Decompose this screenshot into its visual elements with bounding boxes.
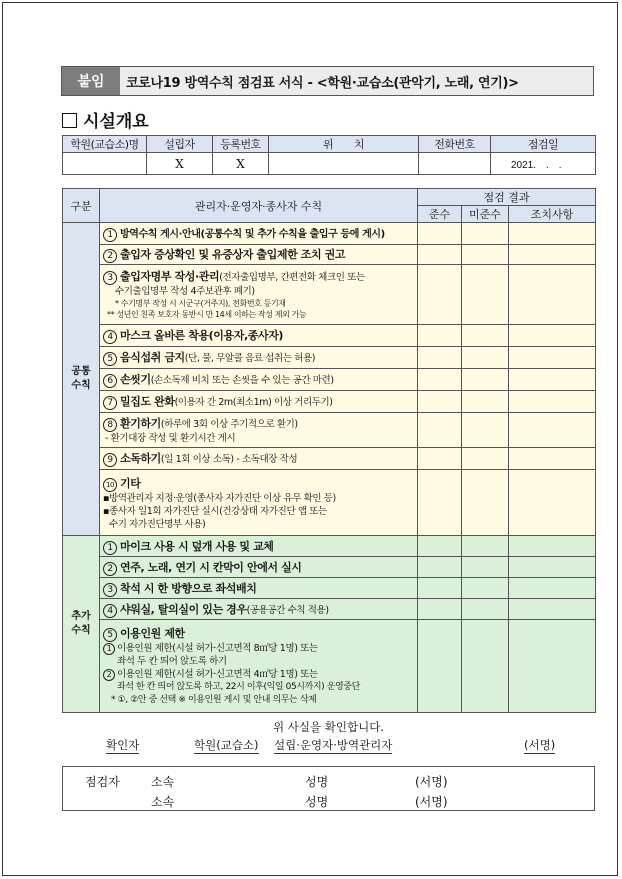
rule-item: 5 이용인원 제한 1 이용인원 제한(시설 허가·신고면적 8㎡당 1명) 또는 좌석 두 칸 띄어 앉도록 하기 2 이용인원 제한(시설 허가·신고면적 4㎡당 1명) 또는 좌석 한 칸 띄어 앉도록 하고, 22시 이후(익일 05시까지) 운영중단 * ①, ②안 중 선택 ※ 이용인원 게시 및 안내 의무는 삭제 bbox=[100, 620, 418, 713]
header-result: 점검 결과 bbox=[418, 189, 596, 206]
action-cell[interactable] bbox=[509, 470, 596, 536]
action-cell[interactable] bbox=[509, 347, 596, 369]
inspector-affiliation[interactable]: 소속 bbox=[151, 775, 175, 789]
value-location[interactable] bbox=[269, 153, 419, 175]
value-reg-number[interactable]: X bbox=[213, 153, 269, 175]
inspector-name[interactable]: 성명 bbox=[305, 795, 329, 809]
noncomply-cell[interactable] bbox=[462, 223, 509, 245]
action-cell[interactable] bbox=[509, 245, 596, 265]
rule-item: 8 환기하기(하루에 3회 이상 주기적으로 환기) - 환기대장 작성 및 환기시간 게시 bbox=[100, 413, 418, 448]
section-title: 시설개요 bbox=[62, 107, 149, 132]
category-common: 공통 수칙 bbox=[63, 223, 100, 536]
noncomply-cell[interactable] bbox=[462, 470, 509, 536]
comply-cell[interactable] bbox=[418, 325, 462, 347]
noncomply-cell[interactable] bbox=[462, 448, 509, 470]
value-founder[interactable]: X bbox=[147, 153, 213, 175]
comply-cell[interactable] bbox=[418, 470, 462, 536]
rule-item: 9 소독하기(일 1회 이상 소독) - 소독대장 작성 bbox=[100, 448, 418, 470]
confirm-statement: 위 사실을 확인합니다. bbox=[273, 720, 384, 734]
rule-item: 10 기타 ▪방역관리자 지정·운영(종사자 자가진단 이상 유무 확인 등) ▪종사자 일1회 자가진단 실시(건강상태 자가진단 앱 또는 수기 자가진단명부 사용) bbox=[100, 470, 418, 536]
rule-item: 3 착석 시 한 방향으로 좌석배치 bbox=[100, 578, 418, 599]
comply-cell[interactable] bbox=[418, 223, 462, 245]
comply-cell[interactable] bbox=[418, 347, 462, 369]
action-cell[interactable] bbox=[509, 620, 596, 713]
inspector-signature[interactable]: (서명) bbox=[415, 795, 448, 809]
noncomply-cell[interactable] bbox=[462, 265, 509, 325]
noncomply-cell[interactable] bbox=[462, 391, 509, 413]
header-inspection-date: 점검일 bbox=[491, 136, 596, 153]
comply-cell[interactable] bbox=[418, 578, 462, 599]
comply-cell[interactable] bbox=[418, 536, 462, 557]
noncomply-cell[interactable] bbox=[462, 413, 509, 448]
noncomply-cell[interactable] bbox=[462, 325, 509, 347]
rule-item: 6 손씻기(손소독제 비치 또는 손씻을 수 있는 공간 마련) bbox=[100, 369, 418, 391]
document-title: 코로나19 방역수칙 점검표 서식 - <학원·교습소(관악기, 노래, 연기)> bbox=[126, 75, 519, 91]
rule-item: 4 마스크 올바른 착용(이용자,종사자) bbox=[100, 325, 418, 347]
document-header bbox=[61, 66, 594, 96]
inspector-box bbox=[62, 766, 595, 811]
header-founder: 설립자 bbox=[147, 136, 213, 153]
noncomply-cell[interactable] bbox=[462, 599, 509, 620]
comply-cell[interactable] bbox=[418, 448, 462, 470]
rule-item: 2 연주, 노래, 연기 시 칸막이 안에서 실시 bbox=[100, 557, 418, 578]
action-cell[interactable] bbox=[509, 265, 596, 325]
rule-item: 1 마이크 사용 시 덮개 사용 및 교체 bbox=[100, 536, 418, 557]
noncomply-cell[interactable] bbox=[462, 536, 509, 557]
action-cell[interactable] bbox=[509, 448, 596, 470]
comply-cell[interactable] bbox=[418, 369, 462, 391]
action-cell[interactable] bbox=[509, 536, 596, 557]
action-cell[interactable] bbox=[509, 413, 596, 448]
comply-cell[interactable] bbox=[418, 391, 462, 413]
action-cell[interactable] bbox=[509, 325, 596, 347]
header-academy-name: 학원(교습소)명 bbox=[63, 136, 147, 153]
header-reg-number: 등록번호 bbox=[213, 136, 269, 153]
action-cell[interactable] bbox=[509, 369, 596, 391]
value-inspection-date[interactable]: 2021. . . bbox=[491, 153, 596, 175]
inspector-label: 점검자 bbox=[85, 775, 120, 789]
header-noncomply: 미준수 bbox=[462, 206, 509, 223]
rule-item: 4 샤워실, 탈의실이 있는 경우(공용공간 수칙 적용) bbox=[100, 599, 418, 620]
header-action: 조치사항 bbox=[509, 206, 596, 223]
inspector-name[interactable]: 성명 bbox=[305, 775, 329, 789]
attachment-tag: 붙임 bbox=[62, 67, 120, 95]
header-phone: 전화번호 bbox=[419, 136, 491, 153]
inspector-affiliation[interactable]: 소속 bbox=[151, 795, 175, 809]
signer-label: 확인자 bbox=[106, 738, 140, 752]
action-cell[interactable] bbox=[509, 599, 596, 620]
comply-cell[interactable] bbox=[418, 620, 462, 713]
rule-item: 5 음식섭취 금지(단, 물, 무알콜 음료 섭취는 허용) bbox=[100, 347, 418, 369]
rule-item: 7 밀집도 완화(이용자 간 2m(최소1m) 이상 거리두기) bbox=[100, 391, 418, 413]
action-cell[interactable] bbox=[509, 391, 596, 413]
comply-cell[interactable] bbox=[418, 599, 462, 620]
inspector-signature[interactable]: (서명) bbox=[415, 775, 448, 789]
rule-item: 2 출입자 증상확인 및 유증상자 출입제한 조치 권고 bbox=[100, 245, 418, 265]
signer-org: 학원(교습소) bbox=[194, 738, 259, 752]
action-cell[interactable] bbox=[509, 223, 596, 245]
action-cell[interactable] bbox=[509, 557, 596, 578]
noncomply-cell[interactable] bbox=[462, 620, 509, 713]
checklist-table bbox=[62, 188, 596, 713]
signer-signature[interactable]: (서명) bbox=[524, 738, 556, 752]
checkbox-icon bbox=[62, 113, 77, 128]
noncomply-cell[interactable] bbox=[462, 369, 509, 391]
comply-cell[interactable] bbox=[418, 245, 462, 265]
noncomply-cell[interactable] bbox=[462, 245, 509, 265]
value-phone[interactable] bbox=[419, 153, 491, 175]
noncomply-cell[interactable] bbox=[462, 578, 509, 599]
header-comply: 준수 bbox=[418, 206, 462, 223]
facility-info-table bbox=[62, 135, 596, 175]
header-rules: 관리자·운영자·종사자 수칙 bbox=[100, 189, 418, 223]
value-academy-name[interactable] bbox=[63, 153, 147, 175]
comply-cell[interactable] bbox=[418, 557, 462, 578]
noncomply-cell[interactable] bbox=[462, 557, 509, 578]
comply-cell[interactable] bbox=[418, 265, 462, 325]
header-category: 구분 bbox=[63, 189, 100, 223]
signer-role[interactable]: 설립·운영자·방역관리자 bbox=[274, 738, 393, 752]
action-cell[interactable] bbox=[509, 578, 596, 599]
noncomply-cell[interactable] bbox=[462, 347, 509, 369]
rule-item: 1 방역수칙 게시·안내(공통수칙 및 추가 수칙을 출입구 등에 게시) bbox=[100, 223, 418, 245]
comply-cell[interactable] bbox=[418, 413, 462, 448]
header-location: 위 치 bbox=[269, 136, 419, 153]
category-extra: 추가 수칙 bbox=[63, 536, 100, 713]
rule-item: 3 출입자명부 작성·관리(전자출입명부, 간편전화 체크인 또는 수기출입명부 작성 4주보관후 폐기) * 수기명부 작성 시 시군구(거주지), 전화번호 등기재 ** 성년인 친족 보호자 동반시 만 14세 이하는 작성 제외 가능 bbox=[100, 265, 418, 325]
